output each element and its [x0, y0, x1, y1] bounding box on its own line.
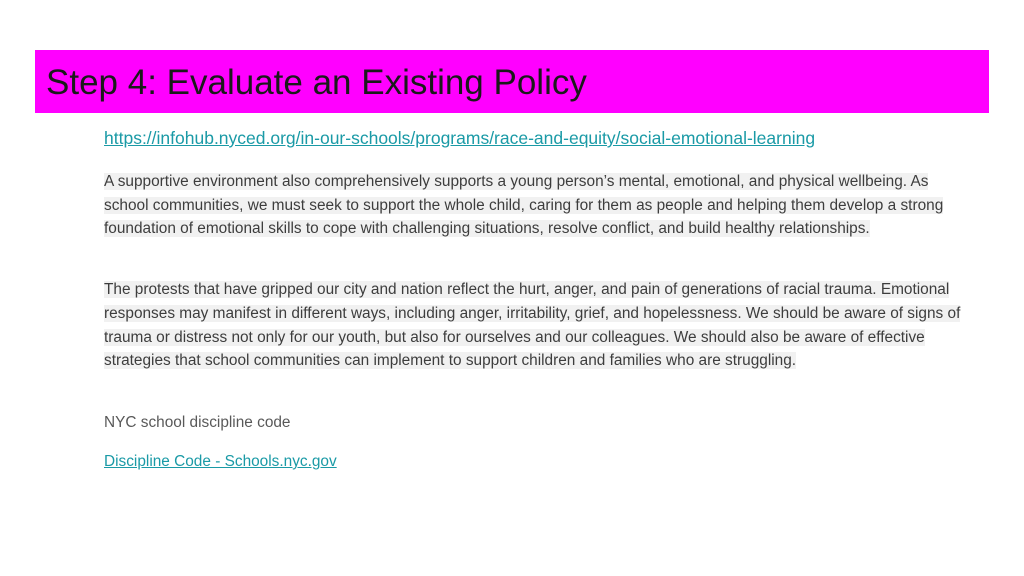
title-bar [35, 50, 989, 113]
quote-paragraph-2-text: The protests that have gripped our city and nation reflect the hurt, anger, and pain of generations of racial trauma. Emotional responses may manifest in different ways, including anger, irritability, grief, and hopelessness. We should be aware of signs of trauma or distress not only for our youth, but also for ourselves and our colleagues. We should also be aware of effective strategies that school communities can implement to support children and families who are struggling. [104, 281, 961, 370]
quote-paragraph-2 [104, 278, 964, 373]
slide-content [104, 126, 964, 473]
quote-paragraph-1 [104, 170, 964, 241]
discipline-code-link[interactable]: Discipline Code - Schools.nyc.gov [104, 452, 337, 470]
discipline-code-label: NYC school discipline code [104, 413, 291, 431]
source-url-link[interactable]: https://infohub.nyced.org/in-our-schools/programs/race-and-equity/social-emotional-learning [104, 128, 816, 148]
slide-title: Step 4: Evaluate an Existing Policy [46, 63, 587, 102]
quote-paragraph-1-text: A supportive environment also comprehensively supports a young person’s mental, emotional, and physical wellbeing. As school communities, we must seek to support the whole child, caring for them as people and helping them develop a strong foundation of emotional skills to cope with challenging situations, resolve conflict, and build healthy relationships. [104, 173, 944, 238]
